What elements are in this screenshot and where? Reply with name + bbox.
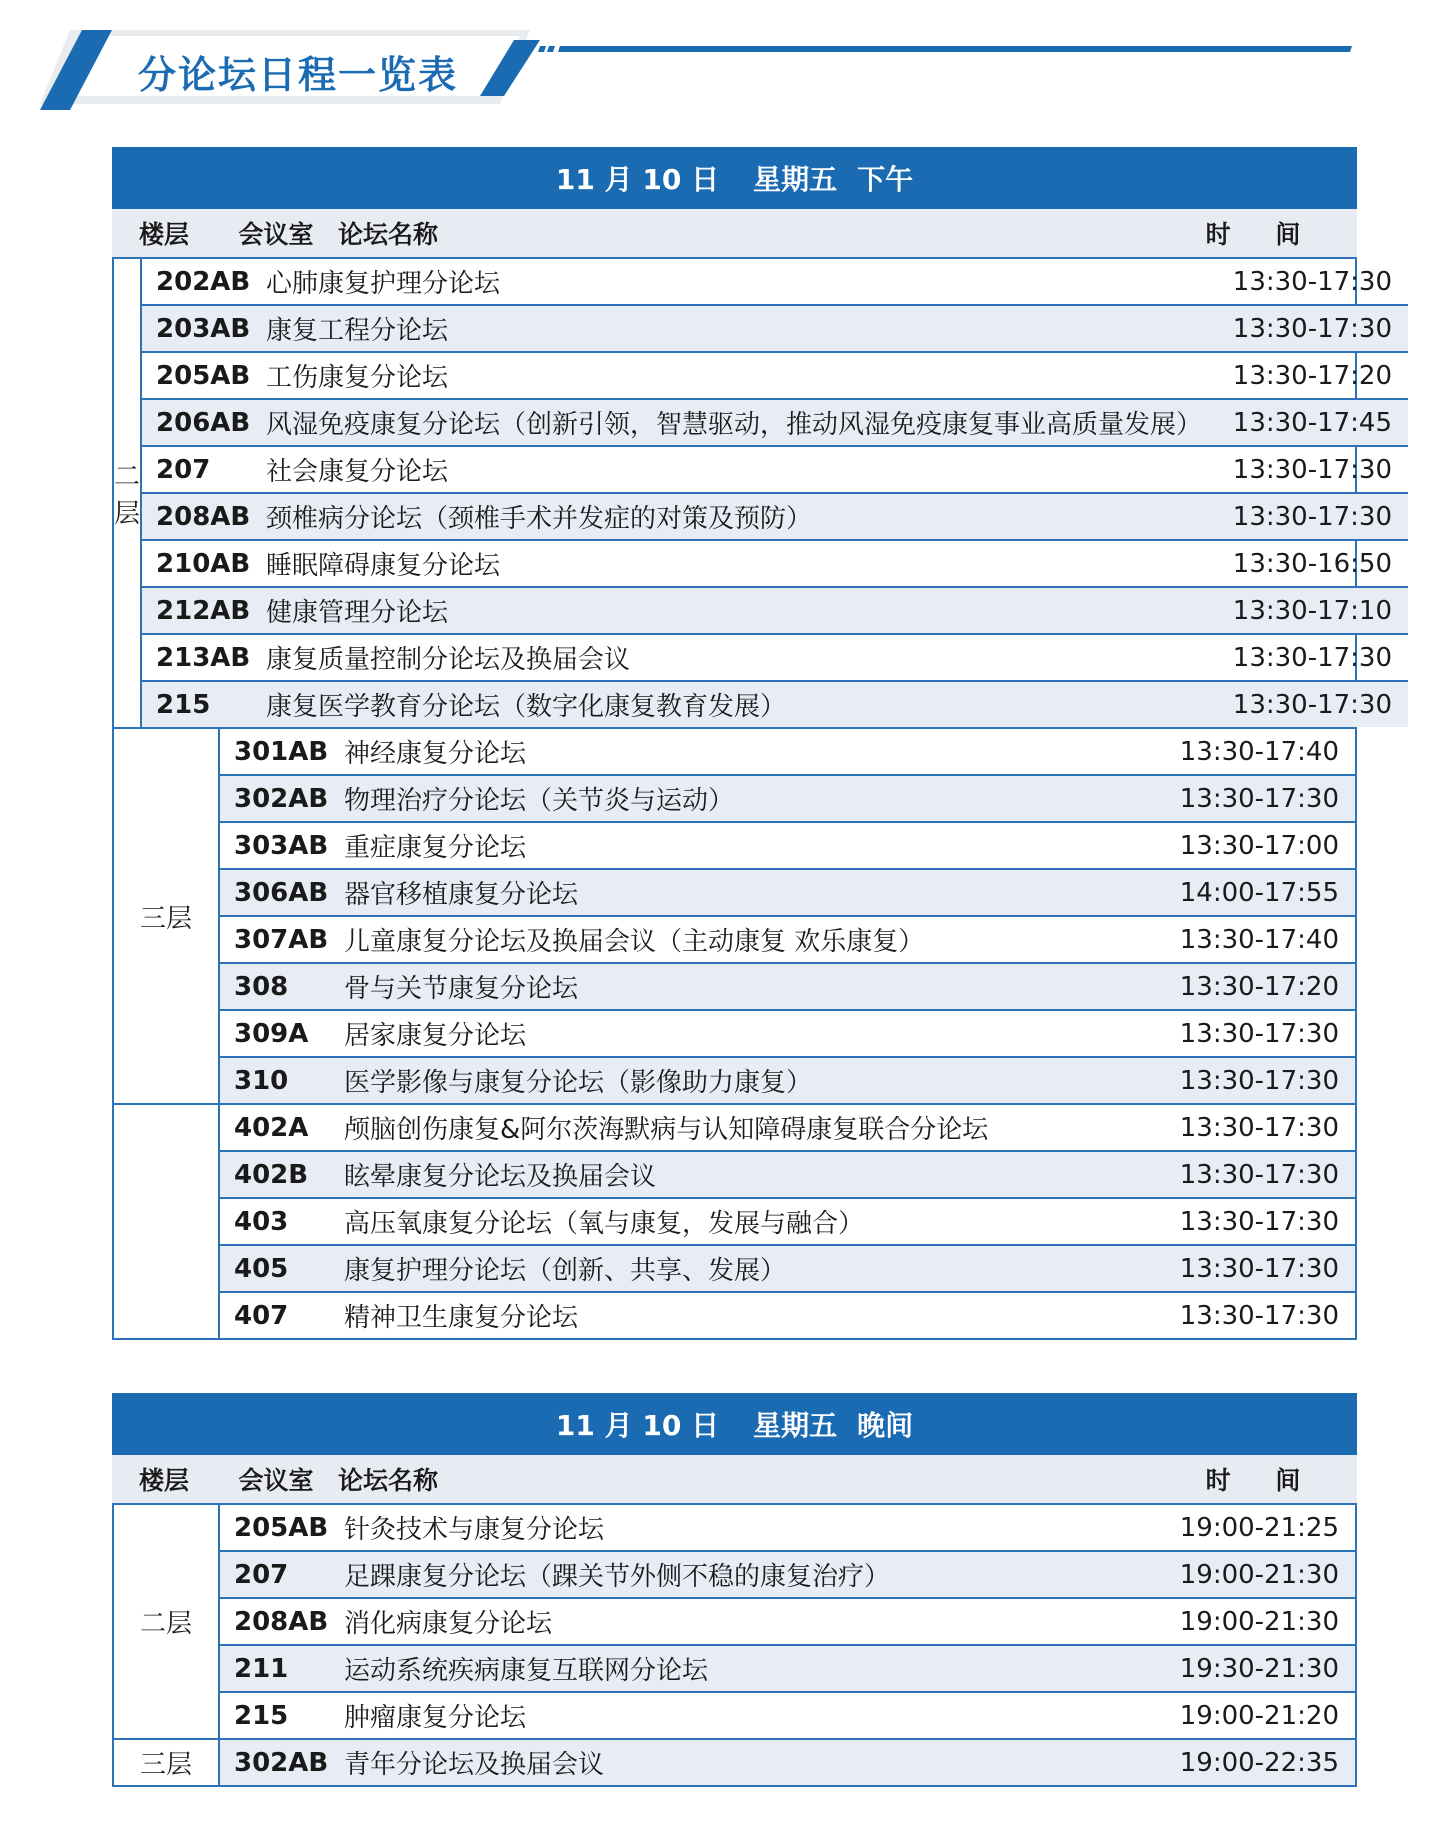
table-row <box>220 868 1355 915</box>
forum-time: 13:30-17:10 <box>1232 595 1393 626</box>
table-row <box>220 1291 1355 1338</box>
forum-name: 儿童康复分论坛及换届会议（主动康复 欢乐康复） <box>344 927 925 957</box>
section-period: 下午 <box>857 163 914 196</box>
room-number: 215 <box>234 1700 289 1731</box>
forum-time: 13:30-17:30 <box>1179 1112 1339 1143</box>
forum-time: 13:30-17:30 <box>1179 1065 1339 1096</box>
table-row <box>142 539 1408 586</box>
forum-time: 19:30-21:30 <box>1179 1653 1339 1684</box>
forum-time: 13:30-17:30 <box>1179 1300 1339 1331</box>
section-weekday: 星期五 <box>753 1409 838 1442</box>
column-time: 时 间 <box>1205 1466 1319 1495</box>
column-room: 会议室 <box>238 220 314 249</box>
room-number: 301AB <box>234 736 329 767</box>
column-room: 会议室 <box>238 1466 314 1495</box>
column-header-row <box>112 1455 1357 1503</box>
forum-name: 针灸技术与康复分论坛 <box>344 1515 605 1545</box>
forum-time: 19:00-21:25 <box>1179 1512 1339 1543</box>
page-title: 分论坛日程一览表 <box>138 53 459 97</box>
table-row <box>220 821 1355 868</box>
room-number: 203AB <box>156 313 251 344</box>
table-row <box>220 1505 1355 1550</box>
forum-time: 13:30-17:30 <box>1232 689 1393 720</box>
forum-name: 肿瘤康复分论坛 <box>344 1703 527 1733</box>
forum-time: 13:30-17:30 <box>1232 266 1393 297</box>
forum-time: 13:30-17:30 <box>1179 1159 1339 1190</box>
section-date: 11 月 10 日 <box>555 1409 720 1442</box>
floor-label: 三层 <box>114 729 220 1103</box>
forum-name: 青年分论坛及换届会议 <box>344 1750 605 1780</box>
forum-time: 14:00-17:55 <box>1179 877 1339 908</box>
room-number: 302AB <box>234 1747 329 1778</box>
forum-time: 13:30-17:20 <box>1232 360 1393 391</box>
forum-time: 13:30-17:30 <box>1179 1253 1339 1284</box>
room-number: 407 <box>234 1300 289 1331</box>
room-number: 403 <box>234 1206 289 1237</box>
table-row <box>142 259 1408 304</box>
forum-name: 心肺康复护理分论坛 <box>266 269 501 299</box>
column-name: 论坛名称 <box>338 220 439 249</box>
forum-time: 13:30-17:40 <box>1179 736 1339 767</box>
forum-name: 工伤康复分论坛 <box>266 363 449 393</box>
room-number: 402A <box>234 1112 309 1143</box>
room-number: 207 <box>156 454 211 485</box>
forum-name: 高压氧康复分论坛（氧与康复，发展与融合） <box>344 1209 865 1239</box>
forum-time: 13:30-17:00 <box>1179 830 1339 861</box>
forum-name: 颅脑创伤康复&阿尔茨海默病与认知障碍康复联合分论坛 <box>344 1115 989 1145</box>
room-number: 405 <box>234 1253 289 1284</box>
room-number: 302AB <box>234 783 329 814</box>
forum-name: 颈椎病分论坛（颈椎手术并发症的对策及预防） <box>266 504 813 534</box>
room-number: 212AB <box>156 595 251 626</box>
table-row <box>220 1056 1355 1103</box>
table-row <box>220 1009 1355 1056</box>
schedule-section-afternoon <box>112 147 1393 1340</box>
forum-name: 物理治疗分论坛（关节炎与运动） <box>344 786 735 816</box>
forum-time: 19:00-21:20 <box>1179 1700 1339 1731</box>
floor-rows <box>220 1740 1355 1785</box>
room-number: 202AB <box>156 266 251 297</box>
forum-name: 器官移植康复分论坛 <box>344 880 579 910</box>
forum-name: 消化病康复分论坛 <box>344 1609 553 1639</box>
room-number: 215 <box>156 689 211 720</box>
forum-name: 足踝康复分论坛（踝关节外侧不稳的康复治疗） <box>344 1562 891 1592</box>
room-number: 208AB <box>234 1606 329 1637</box>
forum-time: 13:30-17:30 <box>1232 454 1393 485</box>
floor-rows <box>220 729 1355 1103</box>
room-number: 208AB <box>156 501 251 532</box>
forum-name: 骨与关节康复分论坛 <box>344 974 579 1004</box>
table-row <box>220 1550 1355 1597</box>
forum-time: 13:30-17:30 <box>1232 313 1393 344</box>
forum-name: 康复护理分论坛（创新、共享、发展） <box>344 1256 787 1286</box>
room-number: 205AB <box>156 360 251 391</box>
section-weekday: 星期五 <box>753 163 838 196</box>
room-number: 306AB <box>234 877 329 908</box>
forum-name: 风湿免疫康复分论坛（创新引领，智慧驱动，推动风湿免疫康复事业高质量发展） <box>266 410 1203 440</box>
forum-name: 眩晕康复分论坛及换届会议 <box>344 1162 657 1192</box>
forum-time: 19:00-21:30 <box>1179 1606 1339 1637</box>
floor-label: 二层 <box>114 259 142 727</box>
section-date: 11 月 10 日 <box>555 163 720 196</box>
forum-name: 运动系统疾病康复互联网分论坛 <box>344 1656 709 1686</box>
column-floor: 楼层 <box>138 1466 189 1495</box>
table-row <box>220 774 1355 821</box>
forum-time: 13:30-17:30 <box>1179 1206 1339 1237</box>
room-number: 308 <box>234 971 289 1002</box>
forum-time: 13:30-17:20 <box>1179 971 1339 1002</box>
floor-group <box>114 1505 1355 1738</box>
forum-name: 健康管理分论坛 <box>266 598 449 628</box>
forum-time: 13:30-17:30 <box>1179 1018 1339 1049</box>
table-row <box>220 1740 1355 1785</box>
table-row <box>220 1150 1355 1197</box>
section-header <box>112 1393 1357 1455</box>
forum-time: 13:30-17:45 <box>1232 407 1393 438</box>
forum-name: 重症康复分论坛 <box>344 833 527 863</box>
forum-name: 康复工程分论坛 <box>266 316 449 346</box>
column-time: 时 间 <box>1205 220 1319 249</box>
title-banner <box>0 0 1451 130</box>
table-row <box>220 1244 1355 1291</box>
floor-group <box>114 259 1393 727</box>
schedule-body <box>112 1503 1357 1787</box>
forum-name: 医学影像与康复分论坛（影像助力康复） <box>344 1068 813 1098</box>
forum-name: 居家康复分论坛 <box>344 1021 527 1051</box>
table-row <box>220 1597 1355 1644</box>
room-number: 303AB <box>234 830 329 861</box>
floor-group <box>114 1103 1355 1338</box>
forum-name: 睡眠障碍康复分论坛 <box>266 551 501 581</box>
room-number: 210AB <box>156 548 251 579</box>
forum-time: 13:30-16:50 <box>1232 548 1393 579</box>
table-row <box>142 633 1408 680</box>
forum-name: 康复医学教育分论坛（数字化康复教育发展） <box>266 692 787 722</box>
floor-rows <box>220 1505 1355 1738</box>
table-row <box>142 304 1408 351</box>
floor-rows <box>142 259 1408 727</box>
section-period: 晚间 <box>857 1409 914 1442</box>
column-floor: 楼层 <box>138 220 189 249</box>
forum-time: 13:30-17:30 <box>1179 783 1339 814</box>
forum-time: 13:30-17:30 <box>1232 501 1393 532</box>
forum-name: 社会康复分论坛 <box>266 457 449 487</box>
table-row <box>142 398 1408 445</box>
forum-time: 19:00-22:35 <box>1179 1747 1339 1778</box>
forum-time: 13:30-17:40 <box>1179 924 1339 955</box>
table-row <box>142 351 1408 398</box>
room-number: 402B <box>234 1159 309 1190</box>
table-row <box>220 729 1355 774</box>
forum-name: 康复质量控制分论坛及换届会议 <box>266 645 631 675</box>
schedule-section-evening <box>112 1393 1357 1787</box>
room-number: 309A <box>234 1018 309 1049</box>
table-row <box>220 1105 1355 1150</box>
floor-label: 二层 <box>114 1505 220 1738</box>
room-number: 307AB <box>234 924 329 955</box>
floor-group <box>114 727 1355 1103</box>
forum-time: 19:00-21:30 <box>1179 1559 1339 1590</box>
table-row <box>142 492 1408 539</box>
table-row <box>142 680 1408 727</box>
floor-label: 三层 <box>114 1740 220 1785</box>
forum-time: 13:30-17:30 <box>1232 642 1393 673</box>
room-number: 213AB <box>156 642 251 673</box>
floor-rows <box>220 1105 1355 1338</box>
forum-name: 神经康复分论坛 <box>344 739 527 769</box>
room-number: 310 <box>234 1065 289 1096</box>
column-name: 论坛名称 <box>338 1466 439 1495</box>
column-header-row <box>112 209 1357 257</box>
table-row <box>142 586 1408 633</box>
room-number: 205AB <box>234 1512 329 1543</box>
table-row <box>220 915 1355 962</box>
room-number: 211 <box>234 1653 289 1684</box>
floor-label <box>114 1105 220 1338</box>
forum-name: 精神卫生康复分论坛 <box>344 1303 579 1333</box>
room-number: 207 <box>234 1559 289 1590</box>
table-row <box>220 1197 1355 1244</box>
table-row <box>220 962 1355 1009</box>
table-row <box>220 1691 1355 1738</box>
floor-group <box>114 1738 1355 1785</box>
table-row <box>220 1644 1355 1691</box>
schedule-body <box>112 257 1393 1340</box>
section-header <box>112 147 1357 209</box>
table-row <box>142 445 1408 492</box>
room-number: 206AB <box>156 407 251 438</box>
